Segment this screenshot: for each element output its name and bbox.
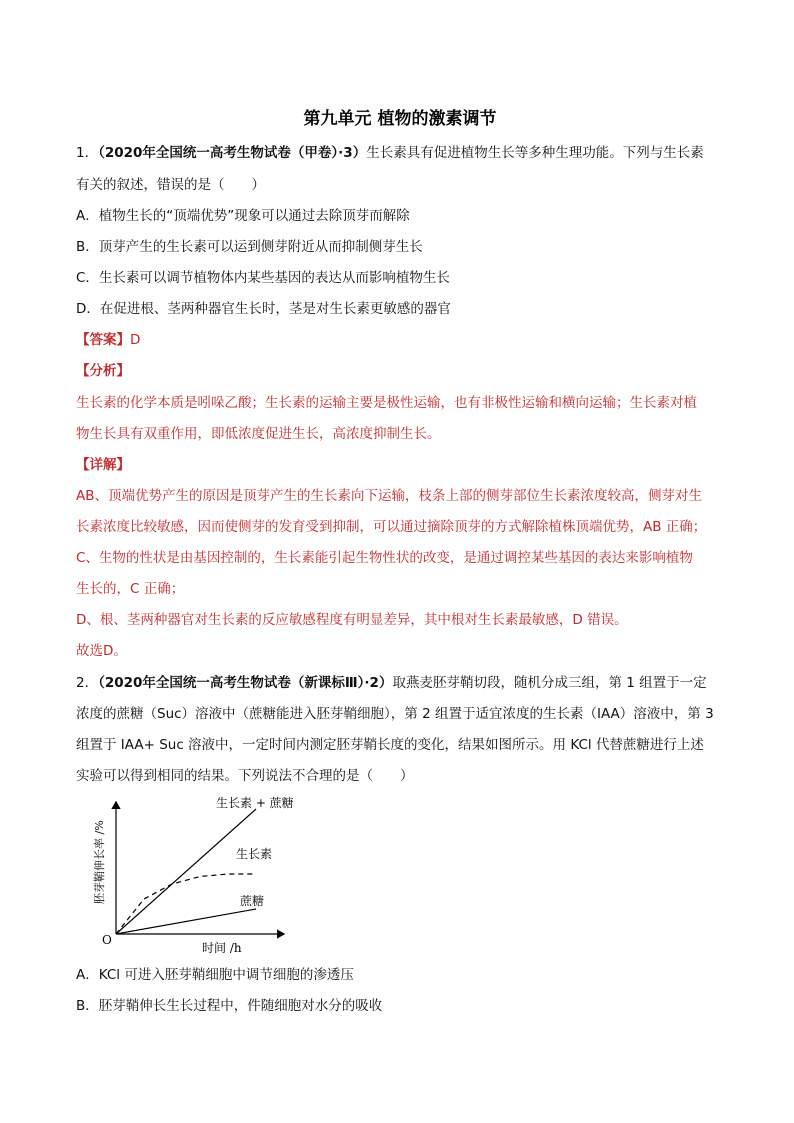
- x-axis-label: 时间 /h: [202, 941, 242, 955]
- detail-line: 生长的，C 正确；: [76, 581, 185, 597]
- q1-option-d: D．在促进根、茎两种器官生长时，茎是对生长素更敏感的器官: [76, 301, 451, 317]
- q2-stem-text: 取燕麦胚芽鞘切段，随机分成三组，第 1 组置于一定: [392, 675, 707, 691]
- q2-stem-line: 实验可以得到相同的结果。下列说法不合理的是（ ）: [76, 768, 414, 784]
- detail-line: C、生物的性状是由基因控制的，生长素能引起生物性状的改变，是通过调控某些基因的表达来影响植物: [76, 550, 693, 566]
- q1-option-a: A．植物生长的“顶端优势”现象可以通过去除顶芽而解除: [76, 208, 410, 224]
- detail-line: D、根、茎两种器官对生长素的反应敏感程度有明显差异，其中根对生长素最敏感，D 错误。: [76, 612, 628, 628]
- answer-value: D: [130, 332, 141, 348]
- analysis-line: 物生长具有双重作用，即低浓度促进生长，高浓度抑制生长。: [76, 426, 441, 442]
- q2-stem-line1: [76, 673, 707, 693]
- growth-chart: [84, 794, 314, 960]
- q1-number: 1．: [76, 145, 99, 161]
- q1-option-c: C．生长素可以调节植物体内某些基因的表达从而影响植物生长: [76, 270, 450, 286]
- q2-option-a: A．KCl 可进入胚芽鞘细胞中调节细胞的渗透压: [76, 967, 354, 983]
- series-line: [116, 874, 256, 934]
- series-label: 生长素: [236, 847, 273, 861]
- q2-option-b: B．胚芽鞘伸长生长过程中，件随细胞对水分的吸收: [76, 998, 383, 1014]
- conclusion: 故选D。: [76, 643, 127, 659]
- q1-stem-text: 生长素具有促进植物生长等多种生理功能。下列与生长素: [366, 145, 704, 161]
- analysis-line: 生长素的化学本质是吲哚乙酸；生长素的运输主要是极性运输，也有非极性运输和横向运输；生长素对植: [76, 395, 697, 411]
- answer-label: 【答案】: [76, 332, 130, 348]
- detail-line: 长素浓度比较敏感，因而使侧芽的发育受到抑制，可以通过摘除顶芽的方式解除植株顶端优势，AB 正确；: [76, 519, 707, 535]
- detail-line: AB、顶端优势产生的原因是顶芽产生的生长素向下运输，枝条上部的侧芽部位生长素浓度较高，侧芽对生: [76, 488, 702, 504]
- analysis-label: 【分析】: [76, 363, 130, 379]
- series-line: [116, 809, 256, 934]
- q2-number: 2．: [76, 675, 99, 691]
- q1-stem-line2: 有关的叙述，错误的是（ ）: [76, 177, 265, 193]
- q2-source: （2020年全国统一高考生物试卷（新课标Ⅲ）·2）: [98, 675, 393, 691]
- q1-source: （2020年全国统一高考生物试卷（甲卷）·3）: [98, 145, 367, 161]
- origin-label: O: [102, 933, 112, 947]
- series-layer: [116, 795, 294, 934]
- detail-label: 【详解】: [76, 457, 130, 473]
- series-label: 蔗糖: [240, 894, 265, 908]
- unit-title: 第九单元 植物的激素调节: [303, 109, 497, 129]
- q1-answer: [76, 330, 140, 350]
- q1-option-b: B．顶芽产生的生长素可以运到侧芽附近从而抑制侧芽生长: [76, 239, 423, 255]
- series-line: [116, 909, 256, 934]
- series-label: 生长素 + 蔗糖: [216, 796, 294, 810]
- q1-stem-line1: [76, 143, 704, 163]
- q2-stem-line: 浓度的蔗糖（Suc）溶液中（蔗糖能进入胚芽鞘细胞），第 2 组置于适宜浓度的生长素（IAA）溶液中，第 3: [76, 706, 714, 722]
- q2-stem-line: 组置于 IAA+ Suc 溶液中，一定时间内测定胚芽鞘长度的变化，结果如图所示。用 KCl 代替蔗糖进行上述: [76, 737, 704, 753]
- y-axis-label: 胚芽鞘伸长率 /%: [93, 820, 106, 904]
